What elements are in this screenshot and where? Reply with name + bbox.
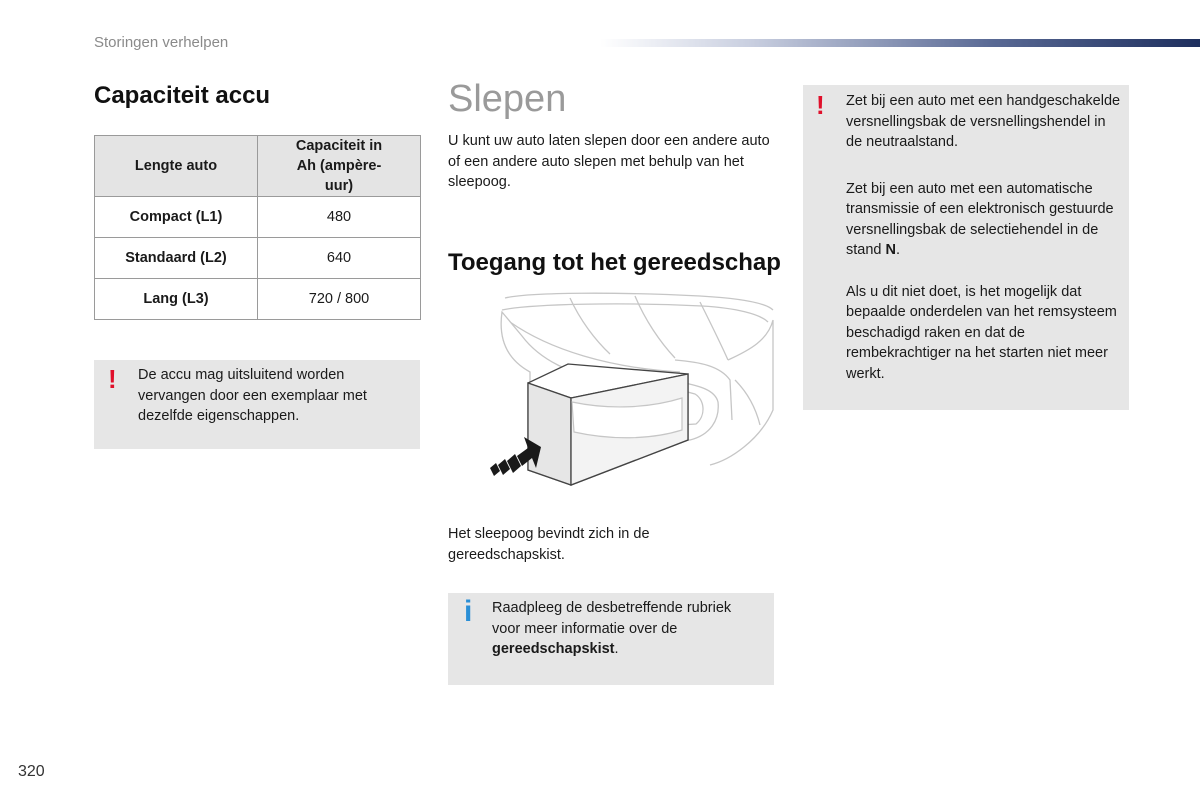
table-cell-capacity: 480: [258, 197, 421, 238]
battery-capacity-table: [94, 135, 421, 320]
towing-warning-consequence: Als u dit niet doet, is het mogelijk dat bepaalde onderdelen van het remsysteem beschadigd raken en dat de rembekrachtiger na het starten niet meer werkt.: [846, 283, 1117, 382]
table-cell-length: Lang (L3): [95, 279, 258, 320]
towing-title: Slepen: [448, 78, 567, 120]
table-cell-capacity: 640: [258, 238, 421, 279]
info-icon: i: [464, 595, 473, 628]
info-note: [448, 593, 774, 685]
gear-position-n: N: [885, 242, 896, 258]
tow-eye-caption: Het sleepoog bevindt zich in de gereedschapskist.: [448, 526, 650, 563]
table-header-capacity: Capaciteit in Ah (ampère-uur): [258, 136, 421, 197]
header-bar: [600, 39, 1200, 47]
seat-toolbox-illustration: [470, 290, 780, 495]
table-cell-capacity: 720 / 800: [258, 279, 421, 320]
tool-access-title: Toegang tot het gereedschap: [448, 249, 781, 276]
battery-capacity-title: Capaciteit accu: [94, 82, 271, 109]
table-row: [95, 197, 421, 238]
table-header-row: [95, 136, 421, 197]
warning-icon: !: [816, 90, 825, 120]
table-cell-length: Standaard (L2): [95, 238, 258, 279]
towing-warning-manual: Zet bij een auto met een handgeschakelde versnellingsbak de versnellingshendel in de neutraalstand.: [846, 93, 1121, 150]
table-cell-length: Compact (L1): [95, 197, 258, 238]
towing-warning-automatic: Zet bij een auto met een automatische transmissie of een elektronisch gestuurde versnellingsbak de selectiehendel in de stand N.: [846, 180, 1114, 258]
battery-warning-text: De accu mag uitsluitend worden vervangen door een exemplaar met dezelfde eigenschappen.: [138, 367, 367, 424]
table-row: [95, 279, 421, 320]
towing-warning-note: [803, 85, 1129, 410]
table-header-length: Lengte auto: [95, 136, 258, 197]
warning-icon: !: [108, 364, 117, 394]
header-section-title: Storingen verhelpen: [94, 34, 229, 51]
table-row: [95, 238, 421, 279]
battery-warning-note: [94, 360, 420, 449]
info-text-bold: gereedschapskist: [492, 641, 615, 657]
page-number: 320: [18, 763, 45, 780]
towing-intro: U kunt uw auto laten slepen door een andere auto of een andere auto slepen met behulp van het sleepoog.: [448, 133, 770, 190]
info-text: Raadpleeg de desbetreffende rubriek voor meer informatie over de gereedschapskist.: [492, 600, 732, 657]
